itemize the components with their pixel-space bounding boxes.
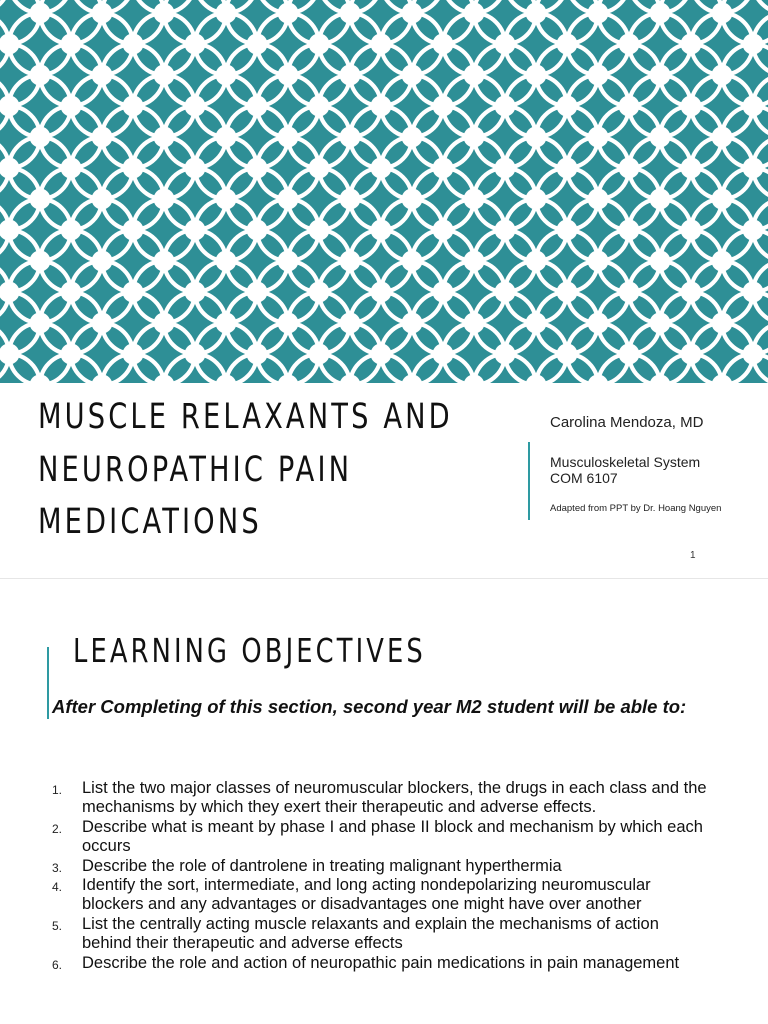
course-code: COM 6107 xyxy=(550,470,618,486)
list-item-number: 5. xyxy=(52,918,63,933)
learning-objectives-slide xyxy=(0,579,768,1024)
title-line-3: MEDICATIONS xyxy=(38,502,262,542)
list-item-number: 4. xyxy=(52,880,63,895)
intro-text: After Completing of this section, second year M2 student will be able to: xyxy=(52,696,687,717)
list-item-text: Identify the sort, intermediate, and long acting nondepolarizing neuromuscular blockers and any advantages or disadvantages one might have over another xyxy=(82,876,651,914)
decorative-pattern-banner xyxy=(0,0,768,383)
title-line-1: MUSCLE RELAXANTS AND xyxy=(38,397,453,437)
title-line-2: NEUROPATHIC PAIN xyxy=(38,450,353,490)
list-item xyxy=(0,954,768,973)
list-item xyxy=(0,876,768,915)
adapted-credit: Adapted from PPT by Dr. Hoang Nguyen xyxy=(550,503,722,514)
list-item xyxy=(0,818,768,857)
list-item xyxy=(0,779,768,818)
course-name: Musculoskeletal System xyxy=(550,454,701,470)
list-item xyxy=(0,857,768,876)
list-item-text: Describe what is meant by phase I and phase II block and mechanism by which each occurs xyxy=(82,817,703,856)
list-item-number: 1. xyxy=(52,783,63,797)
list-item-text: Describe the role and action of neuropathic pain medications in pain management xyxy=(82,953,680,972)
accent-divider xyxy=(528,442,530,520)
list-item-text: List the centrally acting muscle relaxants and explain the mechanisms of action behind their therapeutic and adverse effects xyxy=(82,914,659,953)
author-name: Carolina Mendoza, MD xyxy=(550,414,704,431)
list-item-text: Describe the role of dantrolene in treating malignant hyperthermia xyxy=(82,856,562,875)
list-item-number: 3. xyxy=(52,860,63,875)
list-item-number: 6. xyxy=(52,957,63,972)
list-item xyxy=(0,915,768,954)
list-item-text: List the two major classes of neuromuscular blockers, the drugs in each class and the mechanisms by which they exert their therapeutic and adverse effects. xyxy=(82,779,707,817)
section-title: LEARNING OBJECTIVES xyxy=(73,631,426,670)
objectives-list xyxy=(0,779,768,973)
page-number: 1 xyxy=(690,550,696,561)
list-item-number: 2. xyxy=(52,821,63,836)
accent-divider xyxy=(47,647,49,719)
